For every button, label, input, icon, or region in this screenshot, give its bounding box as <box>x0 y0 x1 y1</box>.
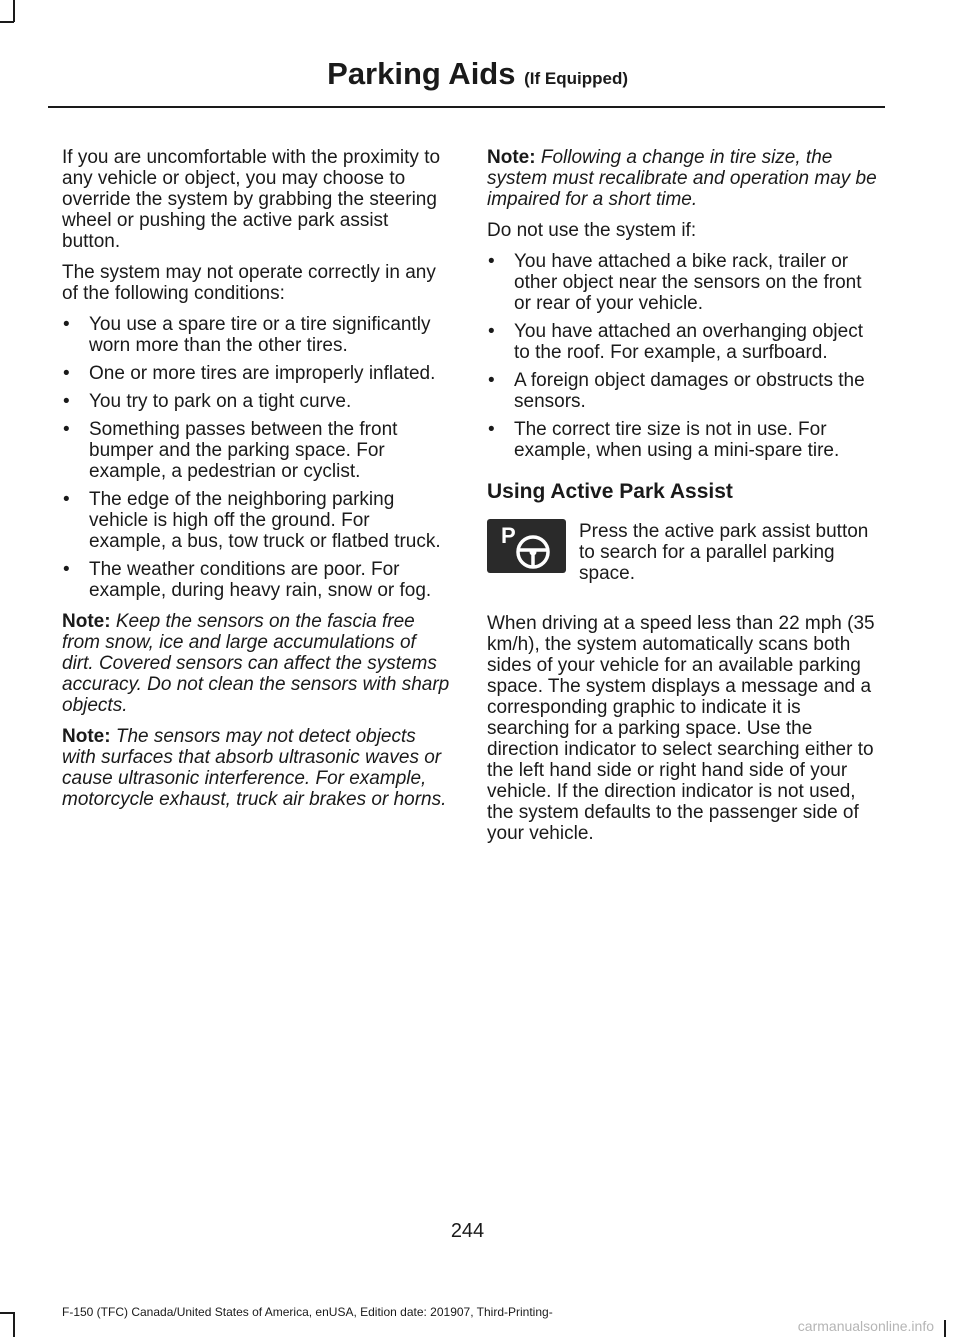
list-item: • The weather conditions are poor. For example, during heavy rain, snow or fog. <box>62 559 450 601</box>
paragraph-conditions-intro: The system may not operate correctly in any of the following conditions: <box>62 262 436 304</box>
park-letter-icon: P <box>501 523 516 548</box>
list-item: • A foreign object damages or obstructs the sensors. <box>487 370 882 412</box>
page-number: 244 <box>450 1220 485 1242</box>
crop-mark-bottom-right-vertical <box>944 1320 946 1337</box>
list-item: • You have attached an overhanging object to the roof. For example, a surfboard. <box>487 321 882 363</box>
paragraph-do-not-use: Do not use the system if: <box>487 220 697 241</box>
list-item: • The edge of the neighboring parking vehicle is high off the ground. For example, a bus, tow truck or flatbed truck. <box>62 489 450 552</box>
note-tire-size <box>487 147 882 210</box>
do-not-use-list <box>487 251 882 461</box>
park-assist-steering-wheel-icon <box>487 519 566 573</box>
page-title-qualifier: (If Equipped) <box>524 69 628 88</box>
list-item: • You try to park on a tight curve. <box>62 391 450 412</box>
header-divider <box>48 106 885 108</box>
note-label: Note: <box>62 726 111 747</box>
note-text: Keep the sensors on the fascia free from snow, ice and large accumulations of dirt. Covered sensors can affect the systems accuracy. Do not clean the sensors with sharp objects. <box>62 611 450 716</box>
crop-mark-top-left-vertical <box>13 0 15 22</box>
crop-mark-bottom-left-vertical <box>13 1312 15 1337</box>
park-assist-icon-graphic <box>487 519 566 573</box>
note-label: Note: <box>487 147 536 168</box>
crop-mark-top-left-horizontal <box>0 21 14 23</box>
right-column <box>487 147 882 854</box>
page-title-main: Parking Aids <box>327 56 516 91</box>
note-text: The sensors may not detect objects with surfaces that absorb ultrasonic waves or cause ultrasonic interference. For example, motorcycle exhaust, truck air brakes or horns. <box>62 726 447 810</box>
section-heading: Using Active Park Assist <box>487 480 733 503</box>
list-item: • The correct tire size is not in use. For example, when using a mini-spare tire. <box>487 419 882 461</box>
edition-info: F-150 (TFC) Canada/United States of America, enUSA, Edition date: 201907, Third-Printing- <box>62 1305 553 1319</box>
paragraph-override: If you are uncomfortable with the proximity to any vehicle or object, you may choose to override the system by grabbing the steering wheel or pushing the active park assist button. <box>62 147 441 252</box>
note-sensors-detect <box>62 726 450 810</box>
conditions-list <box>62 314 450 601</box>
list-item: • You use a spare tire or a tire significantly worn more than the other tires. <box>62 314 450 356</box>
paragraph-scan-description: When driving at a speed less than 22 mph (35 km/h), the system automatically scans both sides of your vehicle for an available parking space. The system displays a message and a corresponding graphic to indicate it is searching for a parking space. Use the direction indicator to select searching either to the left hand side or right hand side of your vehicle. If the direction indicator is not used, the system defaults to the passenger side of your vehicle. <box>487 613 875 844</box>
note-sensors-clean <box>62 611 450 716</box>
list-item: • Something passes between the front bumper and the parking space. For example, a pedestrian or cyclist. <box>62 419 450 482</box>
list-item: • You have attached a bike rack, trailer or other object near the sensors on the front or rear of your vehicle. <box>487 251 882 314</box>
crop-mark-bottom-left-horizontal <box>0 1312 14 1314</box>
note-label: Note: <box>62 611 111 632</box>
note-text: Following a change in tire size, the system must recalibrate and operation may be impaired for a short time. <box>487 147 877 210</box>
park-assist-button-instruction <box>487 521 882 599</box>
watermark: carmanualsonline.info <box>797 1318 934 1334</box>
list-item: • One or more tires are improperly inflated. <box>62 363 450 384</box>
left-column <box>62 147 450 820</box>
park-assist-instruction-text: Press the active park assist button to search for a parallel parking space. <box>579 521 869 584</box>
page-title <box>327 54 628 99</box>
